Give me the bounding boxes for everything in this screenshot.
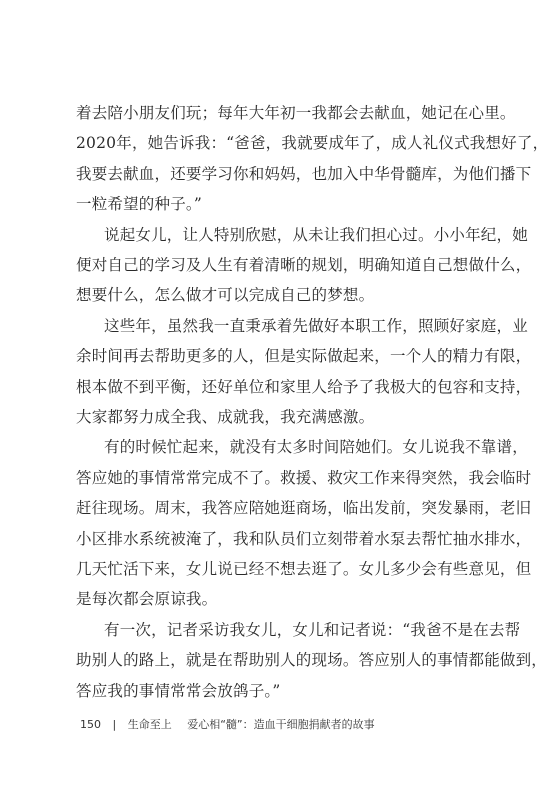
paragraph-first-line: 这些年，虽然我一直秉承着先做好本职工作，照顾好家庭，业 [104,316,528,335]
text-line: 一粒希望的种子。” [76,195,202,214]
text-line: 2020年，她告诉我：“爸爸，我就要成年了，成人礼仪式我想好了， [76,134,548,153]
paragraph-first-line: 有的时候忙起来，就没有太多时间陪她们。女儿说我不靠谱， [104,438,528,457]
footer-separator: | [112,718,117,731]
page-footer [80,716,375,734]
text-line: 根本做不到平衡，还好单位和家里人给予了我极大的包容和支持， [76,377,532,396]
text-line: 是每次都会原谅我。 [76,590,218,609]
text-line: 几天忙活下来，女儿说已经不想去逛了。女儿多少会有些意见，但 [76,560,532,578]
chapter-title: 爱心相“髓”：造血干细胞捐献者的故事 [187,718,375,731]
book-title: 生命至上 [127,718,172,731]
text-line: 大家都努力成全我、成就我，我充满感激。 [76,408,375,426]
text-line: 赶往现场。周末，我答应陪她逛商场，临出发前，突发暴雨，老旧 [76,499,532,518]
text-line: 余时间再去帮助更多的人，但是实际做起来，一个人的精力有限， [76,347,532,366]
text-line: 答应我的事情常常会放鸽子。” [76,681,281,700]
text-line: 答应她的事情常常完成不了。救援、救灾工作来得突然，我会临时 [76,468,532,487]
text-line: 小区排水系统被淹了，我和队员们立刻带着水泵去帮忙抽水排水， [76,529,532,548]
paragraph-first-line: 说起女儿，让人特别欣慰，从未让我们担心过。小小年纪，她 [104,225,528,244]
paragraph-first-line: 有一次，记者采访我女儿，女儿和记者说：“我爸不是在去帮 [104,620,521,639]
text-line: 着去陪小朋友们玩；每年大年初一我都会去献血，她记在心里。 [76,104,516,122]
page-number: 150 [80,718,101,731]
text-line: 便对自己的学习及人生有着清晰的规划，明确知道自己想做什么， [76,256,532,274]
text-line: 助别人的路上，就是在帮助别人的现场。答应别人的事情都能做到， [76,651,548,670]
text-line: 我要去献血，还要学习你和妈妈，也加入中华骨髓库，为他们播下 [76,164,532,183]
text-line: 想要什么，怎么做才可以完成自己的梦想。 [76,286,375,305]
